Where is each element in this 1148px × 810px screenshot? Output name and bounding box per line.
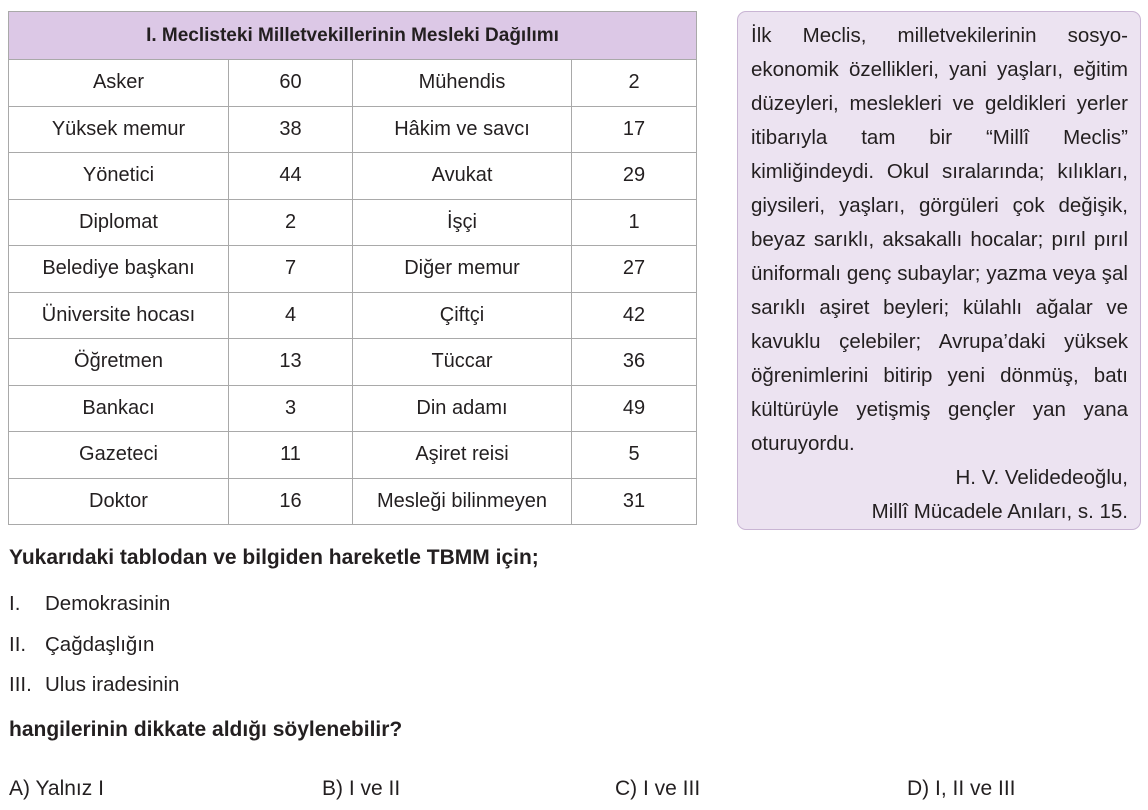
profession-cell: Yüksek memur	[9, 106, 229, 153]
count-cell: 11	[229, 432, 353, 479]
statement-number: I.	[9, 592, 21, 615]
count-cell: 1	[572, 199, 697, 246]
quote-box	[737, 11, 1141, 530]
profession-cell: Diğer memur	[353, 246, 572, 293]
table-title: I. Meclisteki Milletvekillerinin Mesleki Dağılımı	[9, 12, 697, 60]
count-cell: 16	[229, 478, 353, 525]
table-row	[9, 106, 697, 153]
quote-text: İlk Meclis, milletvekilerinin sosyoekonomik özellikleri, yani yaşları, eğitim düzeyleri, meslekleri ve geldikleri yerler itibarıyla tam bir “Millî Meclis” kimliğindeydi. Okul sıralarında; kılıkları, giysileri, yaşları, görgüleri çok değişik, beyaz sarıklı, aksakallı hocalar; pırıl pırıl üniformalı genç subaylar; yazma veya şal sarıklı aşiret beyleri; külahlı ağalar ve kavuklu çelebiler; Avrupa’daki yüksek öğrenimlerini bitirip yeni dönmüş, batı kültürüyle yetişmiş gençler yan yana oturuyordu.	[751, 24, 1128, 455]
count-cell: 36	[572, 339, 697, 386]
profession-cell: Yönetici	[9, 153, 229, 200]
count-cell: 2	[229, 199, 353, 246]
option-d[interactable]: D) I, II ve III	[907, 777, 1016, 800]
count-cell: 42	[572, 292, 697, 339]
count-cell: 7	[229, 246, 353, 293]
table-row	[9, 153, 697, 200]
profession-cell: İşçi	[353, 199, 572, 246]
table-row	[9, 339, 697, 386]
profession-table	[8, 11, 697, 525]
statement-number: II.	[9, 633, 27, 656]
statement-text: Çağdaşlığın	[45, 633, 155, 656]
count-cell: 29	[572, 153, 697, 200]
profession-cell: Doktor	[9, 478, 229, 525]
profession-cell: Aşiret reisi	[353, 432, 572, 479]
statement-item	[9, 673, 179, 697]
count-cell: 5	[572, 432, 697, 479]
count-cell: 2	[572, 60, 697, 107]
profession-cell: Öğretmen	[9, 339, 229, 386]
count-cell: 13	[229, 339, 353, 386]
table-row	[9, 292, 697, 339]
statement-text: Demokrasinin	[45, 592, 171, 615]
count-cell: 49	[572, 385, 697, 432]
table-row	[9, 478, 697, 525]
profession-cell: Asker	[9, 60, 229, 107]
profession-cell: Hâkim ve savcı	[353, 106, 572, 153]
statement-number: III.	[9, 673, 32, 696]
profession-cell: Belediye başkanı	[9, 246, 229, 293]
quote-source: Millî Mücadele Anıları, s. 15.	[871, 500, 1128, 523]
profession-cell: Bankacı	[9, 385, 229, 432]
count-cell: 27	[572, 246, 697, 293]
profession-cell: Mühendis	[353, 60, 572, 107]
count-cell: 44	[229, 153, 353, 200]
profession-cell: Diplomat	[9, 199, 229, 246]
count-cell: 38	[229, 106, 353, 153]
profession-cell: Tüccar	[353, 339, 572, 386]
table-row	[9, 199, 697, 246]
profession-cell: Mesleği bilinmeyen	[353, 478, 572, 525]
profession-cell: Din adamı	[353, 385, 572, 432]
option-b[interactable]: B) I ve II	[322, 777, 401, 800]
count-cell: 31	[572, 478, 697, 525]
question-stem: Yukarıdaki tablodan ve bilgiden hareketle TBMM için;	[9, 546, 539, 569]
table-row	[9, 385, 697, 432]
table-row	[9, 60, 697, 107]
profession-cell: Gazeteci	[9, 432, 229, 479]
count-cell: 17	[572, 106, 697, 153]
statement-item	[9, 592, 170, 616]
table-row	[9, 432, 697, 479]
count-cell: 60	[229, 60, 353, 107]
statement-item	[9, 633, 154, 657]
question-prompt: hangilerinin dikkate aldığı söylenebilir?	[9, 718, 403, 741]
option-c[interactable]: C) I ve III	[615, 777, 701, 800]
profession-cell: Çiftçi	[353, 292, 572, 339]
profession-cell: Avukat	[353, 153, 572, 200]
profession-cell: Üniversite hocası	[9, 292, 229, 339]
quote-author: H. V. Velidedeoğlu,	[955, 466, 1128, 489]
count-cell: 4	[229, 292, 353, 339]
option-a[interactable]: A) Yalnız I	[9, 777, 104, 800]
statement-text: Ulus iradesinin	[45, 673, 180, 696]
table-row	[9, 246, 697, 293]
count-cell: 3	[229, 385, 353, 432]
